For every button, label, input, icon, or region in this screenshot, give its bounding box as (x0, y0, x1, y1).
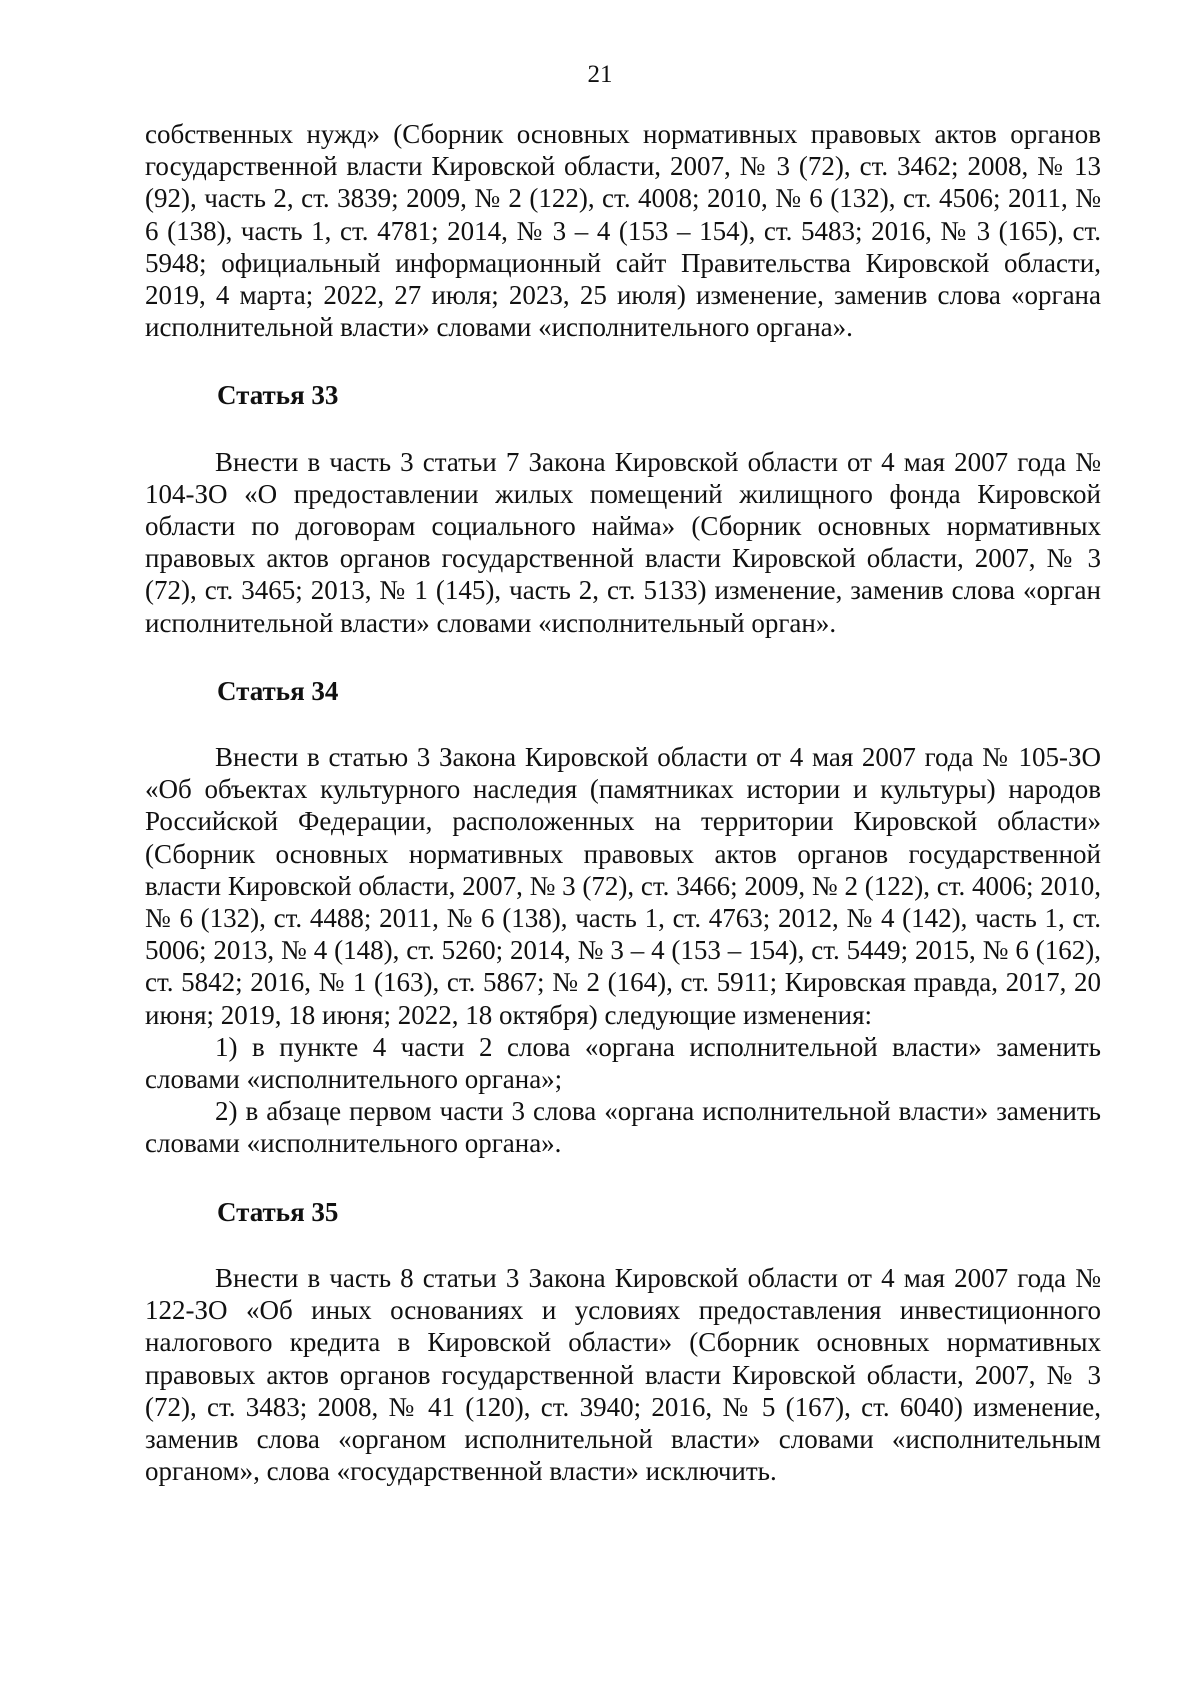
article-34 (145, 675, 1101, 1160)
article-33-paragraph: Внести в часть 3 статьи 7 Закона Кировской области от 4 мая 2007 года № 104-ЗО «О предоставлении жилых помещений жилищного фонда Кировской области по договорам социального найма» (Сборник основных нормативных правовых актов органов государственной власти Кировской области, 2007, № 3 (72), ст. 3465; 2013, № 1 (145), часть 2, ст. 5133) изменение, заменив слова «орган исполнительной власти» словами «исполнительный орган». (145, 446, 1101, 638)
article-34-item-2: 2) в абзаце первом части 3 слова «органа исполнительной власти» заменить словами «исполнительного органа». (145, 1096, 1101, 1159)
article-33-heading: Статья 33 (217, 380, 339, 411)
article-35-paragraph: Внести в часть 8 статьи 3 Закона Кировской области от 4 мая 2007 года № 122-ЗО «Об иных основаниях и условиях предоставления инвестиционного налогового кредита в Кировской области» (Сборник основных нормативных правовых актов органов государственной власти Кировской области, 2007, № 3 (72), ст. 3483; 2008, № 41 (120), ст. 3940; 2016, № 5 (167), ст. 6040) изменение, заменив слова «органом исполнительной власти» словами «исполнительным органом», слова «государственной власти» исключить. (145, 1262, 1101, 1487)
page-number: 21 (587, 61, 613, 88)
article-34-heading: Статья 34 (217, 675, 339, 706)
article-34-paragraph: Внести в статью 3 Закона Кировской области от 4 мая 2007 года № 105-ЗО «Об объектах культурного наследия (памятниках истории и культуры) народов Российской Федерации, расположенных на территории Кировской области» (Сборник основных нормативных правовых актов органов государственной власти Кировской области, 2007, № 3 (72), ст. 3466; 2009, № 2 (122), ст. 4006; 2010, № 6 (132), ст. 4488; 2011, № 6 (138), часть 1, ст. 4763; 2012, № 4 (142), часть 1, ст. 5006; 2013, № 4 (148), ст. 5260; 2014, № 3 – 4 (153 – 154), ст. 5449; 2015, № 6 (162), ст. 5842; 2016, № 1 (163), ст. 5867; № 2 (164), ст. 5911; Кировская правда, 2017, 20 июня; 2019, 18 июня; 2022, 18 октября) следующие изменения: (145, 742, 1101, 1030)
article-35-heading: Статья 35 (217, 1196, 339, 1227)
document-body (145, 118, 1101, 1487)
intro-paragraph: собственных нужд» (Сборник основных нормативных правовых актов органов государственной власти Кировской области, 2007, № 3 (72), ст. 3462; 2008, № 13 (92), часть 2, ст. 3839; 2009, № 2 (122), ст. 4008; 2010, № 6 (132), ст. 4506; 2011, № 6 (138), часть 1, ст. 4781; 2014, № 3 – 4 (153 – 154), ст. 5483; 2016, № 3 (165), ст. 5948; официальный информационный сайт Правительства Кировской области, 2019, 4 марта; 2022, 27 июля; 2023, 25 июля) изменение, заменив слова «органа исполнительной власти» словами «исполнительного органа». (145, 119, 1101, 343)
article-35 (145, 1196, 1101, 1488)
article-34-item-1: 1) в пункте 4 части 2 слова «органа исполнительной власти» заменить словами «исполнительного органа»; (145, 1031, 1101, 1095)
article-33 (145, 379, 1101, 638)
